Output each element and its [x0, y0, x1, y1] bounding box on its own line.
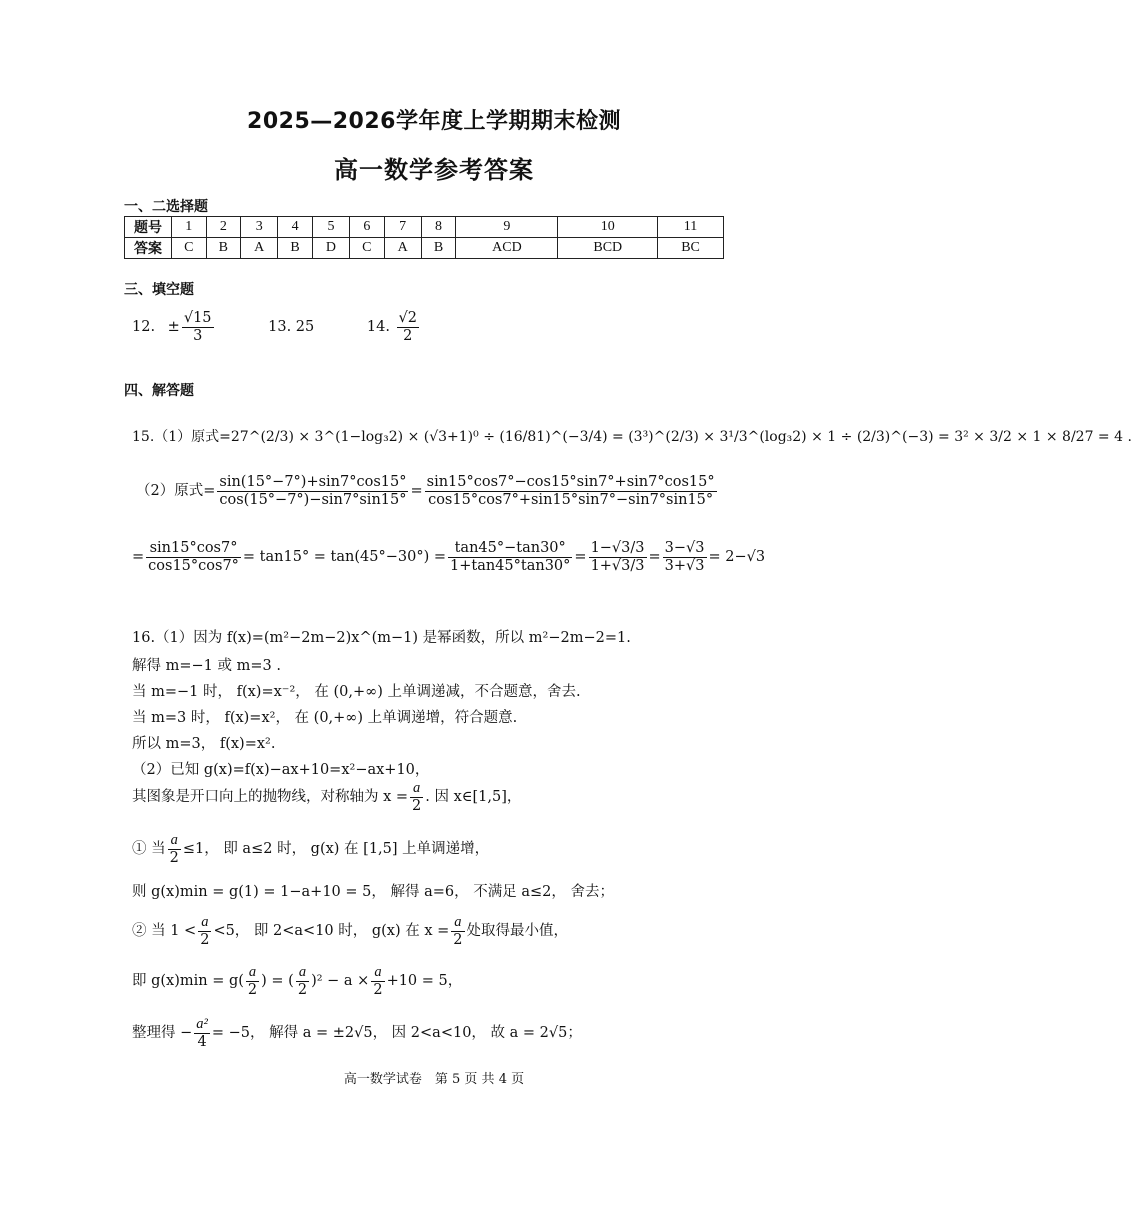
q16-line8: ① 当 $\frac{a}{2}$ ≤1， 即 a≤2 时， g(x) 在 [1,5] 上单调递增，: [132, 832, 490, 866]
fill-answers: [132, 310, 421, 344]
q15-p1-expression: =27^(2/3) × 3^(1−log₃2) × (√3+1)⁰ ÷ (16/81)^(−3/4) = (3³)^(2/3) × 3¹/3^(log₃2) × 1 ÷ (2/3)^(−3) = 3² × 3/2 × 1 × 8/27 = 4 .: [219, 429, 1132, 445]
q15-p2-frac2: $\frac{\sin 15^\circ\cos 7^\circ-\cos 15^\circ\sin 7^\circ+\sin 7^\circ\cos 15^\circ}{\cos 15^\circ\cos 7^\circ+\sin 15^\circ\sin 7^\circ-\sin 7^\circ\sin 15^\circ}$: [426, 474, 715, 508]
q15-p2-middle: = tan15° = tan(45°−30°) =: [242, 549, 446, 566]
q16-line11: 即 g(x)min = g( $\frac{a}{2}$ ) = ( $\frac{a}{2}$ )² − a × $\frac{a}{2}$ +10 = 5，: [132, 964, 463, 998]
table-cell: 9: [456, 217, 558, 238]
q15-p2-result: = 2−√3: [708, 549, 766, 566]
section-solve: 四、解答题: [124, 383, 194, 399]
q15-part2-line1: （2）原式= $\frac{\sin(15^\circ-7^\circ)+\sin 7^\circ\cos 15^\circ}{\cos(15^\circ-7^\circ)-\sin 7^\circ\sin 15^\circ}$ = $\frac{\sin 15^\circ\cos 7^\circ-\cos 15^\circ\sin 7^\circ+\sin 7^\circ\cos 15^\circ}{\cos 15^\circ\cos 7^\circ+\sin 15^\circ\sin 7^\circ-\sin 7^\circ\sin 15^\circ}$: [136, 474, 715, 508]
q16-line3: 当 m=−1 时， f(x)=x⁻²， 在 (0,+∞) 上单调递减，不合题意，舍去.: [132, 684, 581, 700]
q16-line7: 其图象是开口向上的抛物线，对称轴为 x = $\frac{a}{2}$ . 因 x∈[1,5]，: [132, 780, 522, 814]
table-cell: A: [384, 238, 421, 259]
q13-answer: 13. 25: [268, 319, 315, 336]
q14-fraction: $\frac{√2}{2}$: [398, 310, 418, 344]
q15-part1: [132, 426, 1132, 446]
q16-line6: （2）已知 g(x)=f(x)−ax+10=x²−ax+10，: [132, 762, 430, 778]
q14-label: 14.: [366, 319, 390, 336]
q16-line9: 则 g(x)min = g(1) = 1−a+10 = 5， 解得 a=6， 不满足 a≤2， 舍去；: [132, 884, 614, 900]
table-row-answers: [125, 238, 724, 259]
q15-p2-frac1: $\frac{\sin(15^\circ-7^\circ)+\sin 7^\circ\cos 15^\circ}{\cos(15^\circ-7^\circ)-\sin 7^\circ\sin 15^\circ}$: [219, 474, 407, 508]
table-header-answer: 答案: [125, 238, 172, 259]
q16-a-squared-fraction: $\frac{\text{a²}}{4}$: [196, 1016, 208, 1050]
table-row-numbers: [125, 217, 724, 238]
table-cell: 8: [421, 217, 456, 238]
q15-p2-frac5: $\frac{1-√3/3}{1+√3/3}$: [590, 540, 645, 574]
section-choice: 一、二选择题: [124, 199, 208, 215]
table-cell: BC: [658, 238, 724, 259]
q16-line1: 16.（1）因为 f(x)=(m²−2m−2)x^(m−1) 是幂函数，所以 m²−2m−2=1.: [132, 630, 631, 646]
q16-line2: 解得 m=−1 或 m=3 .: [132, 658, 281, 674]
table-cell: D: [312, 238, 349, 259]
q16-case2-fraction2: $\frac{a}{2}$: [453, 914, 463, 948]
q12-fraction: $\frac{√15}{3}$: [183, 310, 212, 344]
table-cell: 6: [350, 217, 385, 238]
page-subtitle: 高一数学参考答案: [334, 156, 534, 184]
table-cell: C: [350, 238, 385, 259]
q16-axis-fraction: $\frac{a}{2}$: [412, 780, 422, 814]
table-cell: 7: [384, 217, 421, 238]
table-cell: 2: [206, 217, 241, 238]
table-cell: ACD: [456, 238, 558, 259]
table-cell: A: [241, 238, 278, 259]
table-cell: BCD: [558, 238, 658, 259]
q15-p2-frac3: $\frac{\sin 15^\circ\cos 7^\circ}{\cos 15^\circ\cos 7^\circ}$: [148, 540, 239, 574]
table-cell: 4: [278, 217, 313, 238]
page-footer: 高一数学试卷 第 5 页 共 4 页: [343, 1072, 525, 1087]
table-cell: 11: [658, 217, 724, 238]
q15-p2-prefix: （2）原式: [136, 483, 204, 500]
q16-case2-fraction: $\frac{a}{2}$: [200, 914, 210, 948]
q15-p2-frac6: $\frac{3-√3}{3+√3}$: [664, 540, 705, 574]
q16-line5: 所以 m=3， f(x)=x².: [132, 736, 276, 752]
table-cell: 10: [558, 217, 658, 238]
q12-sign: ±: [167, 319, 180, 336]
q16-line4: 当 m=3 时， f(x)=x²， 在 (0,+∞) 上单调递增，符合题意.: [132, 710, 518, 726]
table-header-number: 题号: [125, 217, 172, 238]
table-cell: B: [206, 238, 241, 259]
table-cell: C: [172, 238, 207, 259]
q16-case1-fraction: $\frac{a}{2}$: [169, 832, 179, 866]
answer-table: [124, 216, 724, 259]
q15-p1-prefix: 15.（1）原式: [132, 429, 220, 445]
table-cell: 5: [312, 217, 349, 238]
q16-line12: 整理得 − $\frac{\text{a²}}{4}$ = −5， 解得 a = ±2√5， 因 2<a<10， 故 a = 2√5；: [132, 1016, 582, 1050]
page-title: 2025—2026学年度上学期期末检测: [247, 109, 621, 134]
table-cell: B: [278, 238, 313, 259]
q15-part2-line2: = $\frac{\sin 15^\circ\cos 7^\circ}{\cos 15^\circ\cos 7^\circ}$ = tan15° = tan(45°−30°) = $\frac{\tan 45^\circ-\tan 30^\circ}{1+\tan 45^\circ\tan 30^\circ}$ = $\frac{1-√3/3}{1+√3/3}$ = $\frac{3-√3}{3+√3}$ = 2−√3: [132, 540, 766, 574]
table-cell: 3: [241, 217, 278, 238]
q12-label: 12.: [132, 319, 156, 336]
table-cell: 1: [172, 217, 207, 238]
table-cell: B: [421, 238, 456, 259]
q16-line10: ② 当 1 < $\frac{a}{2}$ <5， 即 2<a<10 时， g(x) 在 x = $\frac{a}{2}$ 处取得最小值，: [132, 914, 569, 948]
section-fill: 三、填空题: [124, 282, 194, 298]
q15-p2-frac4: $\frac{\tan 45^\circ-\tan 30^\circ}{1+\tan 45^\circ\tan 30^\circ}$: [450, 540, 571, 574]
